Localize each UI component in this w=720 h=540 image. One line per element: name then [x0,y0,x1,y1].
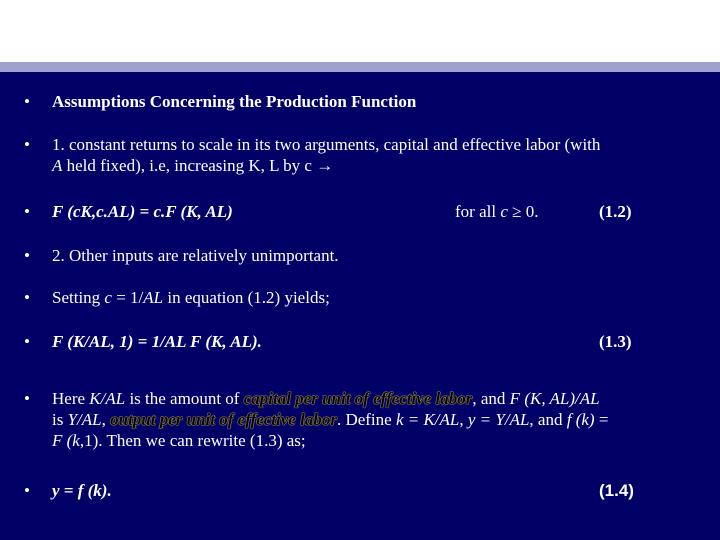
setting-suffix: in equation (1.2) yields; [163,288,330,307]
equation-number-1-2: (1.2) [599,202,632,221]
bullet-marker: • [24,389,30,408]
bullet-marker: • [24,92,30,111]
and-text: , and [472,389,510,408]
held-fixed-text: held fixed), i.e, increasing K, L by c [62,156,317,175]
equation-number-1-4: (1.4) [599,481,634,500]
var-a: A [52,156,63,175]
equals-text: = [594,410,609,429]
setting-c-text [52,287,704,308]
condition-suffix: ≥ 0. [507,202,539,221]
rewrite-text: ,1). Then we can rewrite (1.3) as; [79,431,306,450]
is-text: is [52,410,68,429]
bullet-marker: • [24,246,30,265]
bullet-marker: • [24,332,30,351]
define-text: . Define [336,410,396,429]
assumptions-heading: Assumptions Concerning the Production Function [52,92,417,111]
definitions-line-3 [52,430,704,451]
highlight-capital-per-unit: capital per unit of effective labor [243,389,473,408]
slide-body [0,72,720,540]
bullet-marker: • [24,288,30,307]
var-kal-paren: (K, AL)/ [520,389,580,408]
highlight-output-per-unit: output per unit of effective labor [110,410,337,429]
constant-returns-text [52,134,704,176]
definitions-line-1 [52,388,704,409]
bullet-marker: • [24,481,30,500]
var-al: AL [143,288,164,307]
amount-text: is the amount of [125,389,244,408]
condition-text [455,201,538,222]
here-text: Here [52,389,90,408]
bullet-marker: • [24,135,30,154]
title-area [0,0,720,62]
equation-number-1-3: (1.3) [599,332,632,351]
comma-text-2: , [459,410,468,429]
bullet-marker: • [24,202,30,221]
definitions-line-2 [52,409,704,430]
comma-text: , [101,410,111,429]
def-k: k = K/AL [395,410,460,429]
var-f: F [509,389,521,408]
definitions-text [52,388,704,451]
other-inputs-text: 2. Other inputs are relatively unimportant. [52,246,339,265]
equation-1-4: y = f (k). [52,481,112,500]
var-c: c [104,288,112,307]
setting-eq: = 1/ [111,288,144,307]
condition-prefix: for all [455,202,501,221]
header-rule [0,62,720,72]
setting-prefix: Setting [52,288,105,307]
def-y: y = Y/AL [467,410,530,429]
def-f: f (k) [566,410,595,429]
var-yal: Y/AL [67,410,102,429]
constant-returns-line-2 [52,155,704,176]
equation-1-2: F (cK,c.AL) = c.F (K, AL) [52,202,233,221]
constant-returns-line-1: 1. constant returns to scale in its two arguments, capital and effective labor (with [52,135,601,154]
var-kal: K/AL [89,389,126,408]
var-c: c [500,202,508,221]
and-text-2: , and [529,410,567,429]
equation-1-3: F (K/AL, 1) = 1/AL F (K, AL). [52,332,262,351]
right-arrow-icon: → [316,156,334,175]
var-al: AL [579,389,600,408]
var-fk: F (k [52,431,80,450]
